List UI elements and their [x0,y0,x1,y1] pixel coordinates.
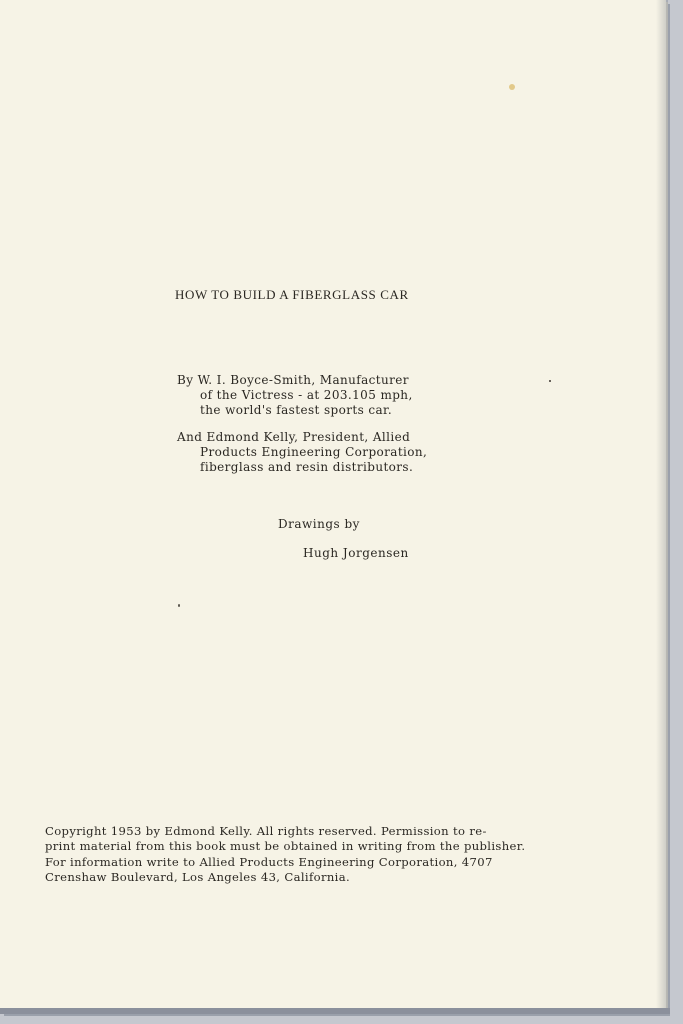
paper-stain [509,84,515,90]
illustrator-name: Hugh Jorgensen [303,546,409,560]
author-credit-kelly [177,430,427,475]
ink-dot [549,380,551,382]
page-edge-shadow [656,0,668,1012]
copyright-line: Copyright 1953 by Edmond Kelly. All rights reserved. Permission to re- [45,824,487,838]
drawings-label: Drawings by [278,517,360,531]
author-line: And Edmond Kelly, President, Allied [177,430,411,444]
ink-dot [178,604,180,607]
author-line: the world's fastest sports car. [200,403,393,417]
copyright-line: print material from this book must be obtained in writing from the publisher. [45,839,526,854]
author-line: of the Victress - at 203.105 mph, [200,388,413,402]
copyright-line: Crenshaw Boulevard, Los Angeles 43, California. [45,869,351,884]
page-bottom-edge [0,1008,670,1014]
author-credit-boyce-smith [177,373,413,418]
copyright-line: For information write to Allied Products Engineering Corporation, 4707 [45,854,493,869]
book-title: HOW TO BUILD A FIBERGLASS CAR [175,287,409,302]
author-line: fiberglass and resin distributors. [200,460,414,474]
copyright-notice [45,824,525,885]
author-line: By W. I. Boyce-Smith, Manufacturer [177,373,409,387]
author-line: Products Engineering Corporation, [200,445,428,459]
